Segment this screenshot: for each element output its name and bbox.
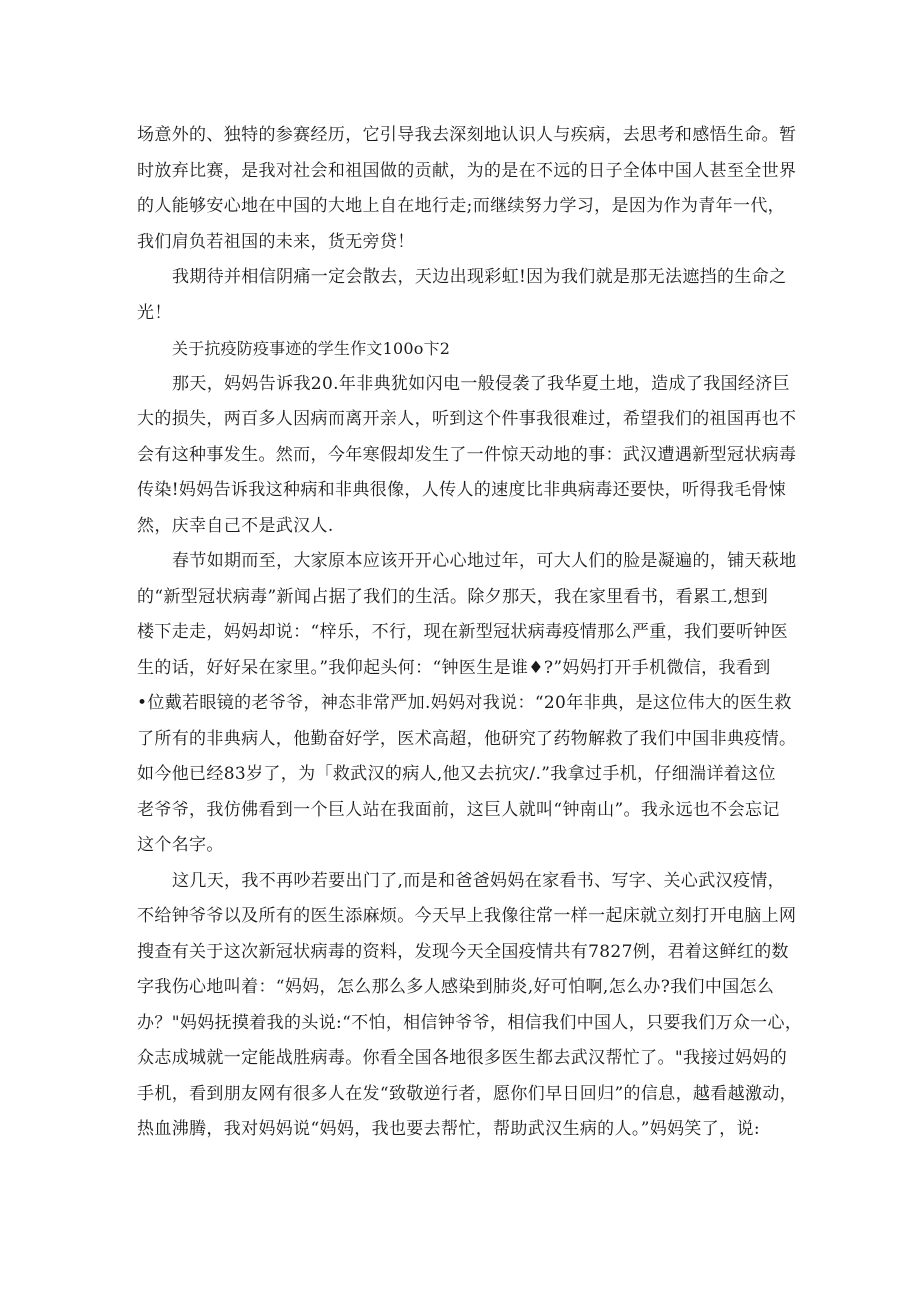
text-line: 这个名字。 [137,835,224,855]
heading-text: 关于抗疫防疫事迹的学生作文100o卞2 [172,339,451,358]
text-line: 我们肩负若祖国的未来，货无旁贷！ [137,231,415,252]
text-line: 我期待并相信阴痛一定会散去，天边出现彩虹!因为我们就是那无法遮挡的生命之 [172,267,787,287]
paragraph [137,544,797,864]
text-line: 生的话，好好呆在家里。”我仰起头何：“钟医生是谁♦?”妈妈打开手机微信，我看到 [137,657,771,678]
text-line: 春节如期而至，大家原本应该开开心心地过年，可大人们的脸是凝遍的，铺天萩地 [172,551,797,571]
document-page [137,118,803,1148]
text-line: 老爷爷，我仿佛看到一个巨人站在我面前，这巨人就叫“钟南山”。我永远也不会忘记 [137,799,780,820]
text-line: 然，庆幸自己不是武汉人. [137,515,334,536]
text-line: 手机，看到朋友网有很多人在发“致敬逆行者，愿你们早日回归”的信息，越看越激动， [137,1083,798,1104]
text-line: 众志成城就一定能战胜病毒。你看全国各地很多医生都去武汉帮忙了。"我接过妈妈的 [137,1048,788,1068]
text-line: 场意外的、独特的参赛经历，它引导我去深刻地认识人与疾病，去思考和感悟生命。暂 [137,125,797,145]
text-line: 字我伤心地叫着：“妈妈，怎么那么多人感染到肺炎,好可怕啊,怎么办?我们中国怎么 [137,977,775,997]
text-line: 如今他已经83岁了，为「救武汉的病人,他又去抗灾/.”我拿过手机，仔细湍详着这位 [137,764,776,784]
text-line: 楼下走走，妈妈却说：“梓乐，不行，现在新型冠状病毒疫情那么严重，我们要听钟医 [137,622,788,642]
text-line: 办？"妈妈抚摸着我的头说:“不怕，相信钟爷爷，相信我们中国人，只要我们万众一心， [137,1012,803,1033]
paragraph [137,118,797,260]
text-line: 大的损失，两百多人因病而离开亲人，听到这个件事我很难过，希望我们的祖国再也不 [137,409,797,429]
paragraph [137,864,803,1148]
text-line: 的人能够安心地在中国的大地上自在地行走;而继续努力学习，是因为作为青年一代， [137,196,786,216]
section-heading [137,331,785,367]
paragraph [137,260,785,331]
text-line: •位戴若眼镜的老爷爷，神态非常严加.妈妈对我说：“20年非典，是这位伟大的医生救 [137,693,792,713]
text-line: 时放弃比赛，是我对社会和祖国做的贡献，为的是在不远的日子全体中国人甚至全世界 [137,160,797,181]
text-line: 搜查有关于这次新冠状病毒的资料，发现今天全国疫情共有7827例，君着这鲜红的数 [137,941,789,962]
text-line: 的“新型冠状病毒”新闻占据了我们的生活。除夕那天，我在家里看书，看累工,想到 [137,586,769,607]
text-line: 光！ [137,302,172,323]
text-line: 不给钟爷爷以及所有的医生添麻烦。今天早上我像往常一样一起床就立刻打开电脑上网 [137,906,797,926]
text-line: 传染!妈妈告诉我这种病和非典很像，人传人的速度比非典病毒还要快，听得我毛骨悚 [137,480,787,500]
text-line: 那天，妈妈告诉我20.年非典犹如闪电一般侵袭了我华夏土地，造成了我国经济巨 [172,373,790,394]
text-line: 了所有的非典病人，他勤奋好学，医术高超，他研究了药物解救了我们中国非典疫情。 [137,728,797,749]
paragraph [137,367,797,545]
text-line: 这几天，我不再吵若要出门了,而是和爸爸妈妈在家看书、写字、关心武汉疫情， [172,870,786,891]
text-line: 热血沸腾，我对妈妈说“妈妈，我也要去帮忙，帮助武汉生病的人。”妈妈笑了，说: [137,1119,760,1139]
text-line: 会有这种事发生。然而，今年寒假却发生了一件惊天动地的事：武汉遭遇新型冠状病毒 [137,444,797,465]
